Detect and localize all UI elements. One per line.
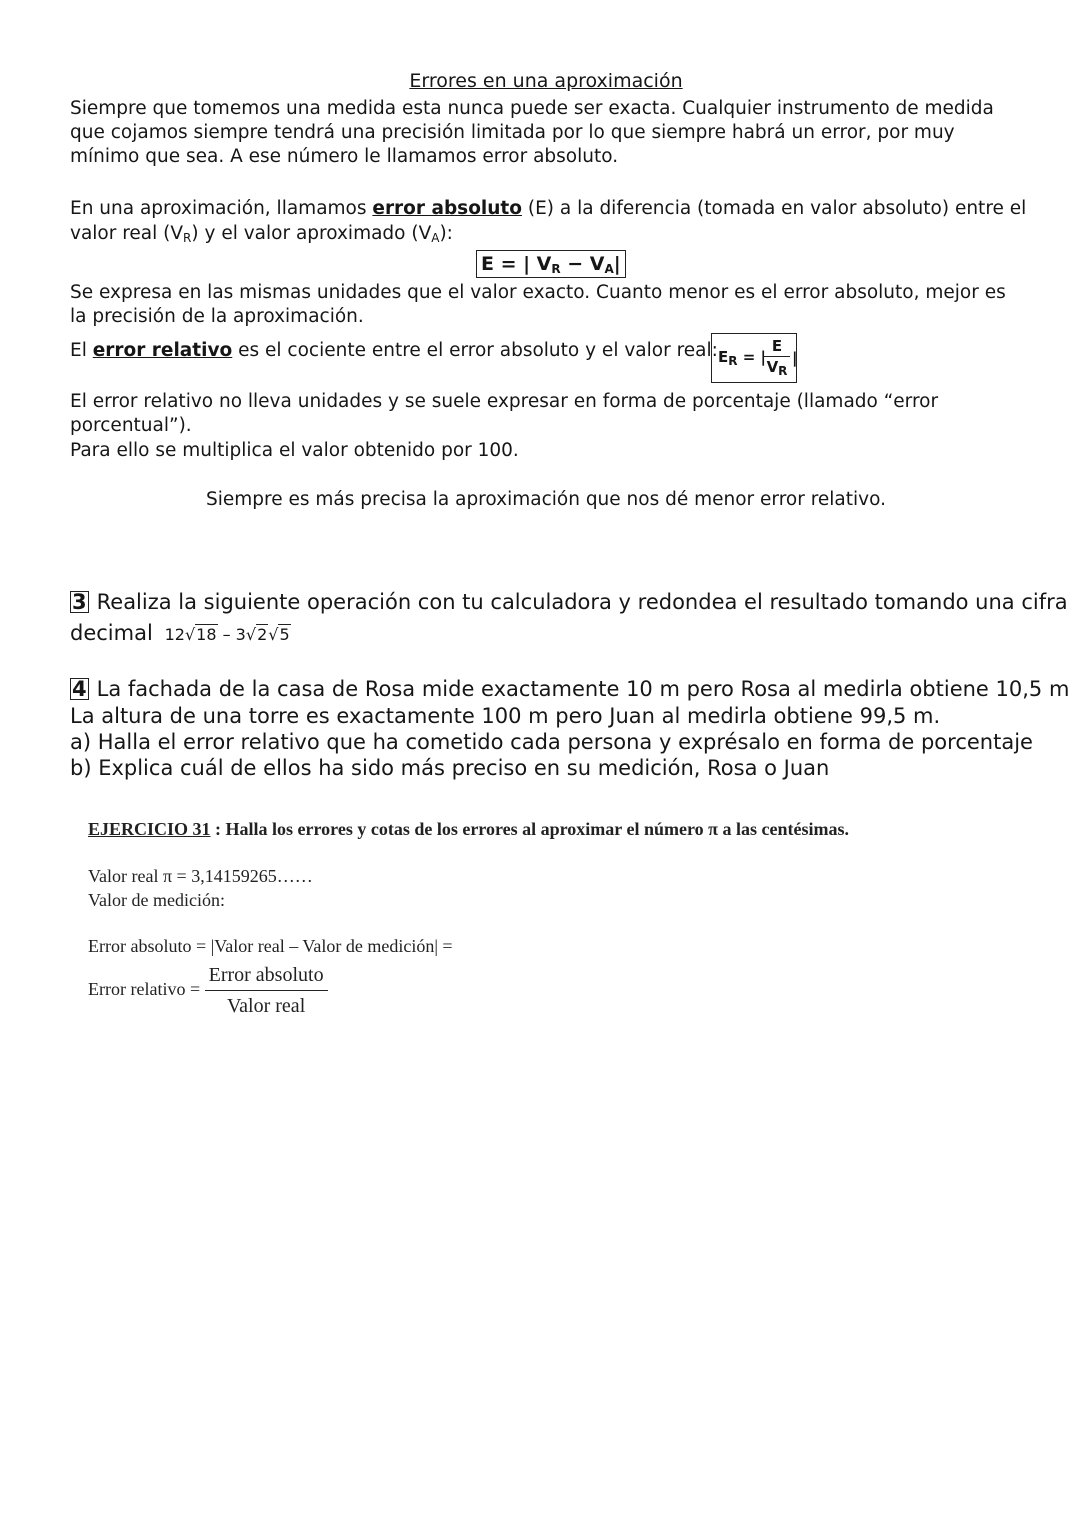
exercise-4-text: La fachada de la casa de Rosa mide exactamente 10 m pero Rosa al medirla obtiene 10,5 m — [96, 677, 1070, 701]
exercise-4-number: 4 — [72, 677, 87, 701]
exercise-31-relative-error — [88, 964, 328, 1018]
exercise-31-real-value: Valor real π = 3,14159265…… — [88, 866, 313, 886]
er-sub: R — [728, 354, 738, 368]
den-v: V — [766, 358, 779, 376]
formula-bar: | — [792, 349, 798, 367]
fraction-denominator — [767, 358, 788, 376]
exercise-31-label: EJERCICIO 31 — [88, 819, 211, 839]
exercise-31-absolute-error: Error absoluto = |Valor real – Valor de medición| = — [88, 936, 453, 956]
absolute-term: error absoluto — [372, 198, 522, 219]
exercise-31-heading — [88, 819, 849, 840]
units-line-1: Se expresa en las mismas unidades que el valor exacto. Cuanto menor es el error absoluto, mejor es — [70, 282, 1006, 303]
exercise-4-line-4: b) Explica cuál de ellos ha sido más preciso en su medición, Rosa o Juan — [70, 756, 830, 780]
exercise-3-decimal: decimal — [70, 621, 153, 645]
expr-rad-2: 2 — [257, 625, 268, 644]
intro-line-2: que cojamos siempre tendrá una precisión limitada por lo que siempre habrá un error, por muy — [70, 122, 955, 143]
relative-text-b: es el cociente entre el error absoluto y el valor real: — [232, 340, 718, 361]
formula-part-b: − V — [560, 253, 605, 275]
expr-rad-5: 5 — [279, 625, 290, 644]
absolute-line2-b: ) y el valor aproximado (V — [191, 223, 432, 244]
exercise-4-line-1 — [70, 676, 1069, 702]
expr-12: 12 — [164, 625, 185, 644]
intro-line-1: Siempre que tomemos una medida esta nunca puede ser exacta. Cualquier instrumento de medida — [70, 98, 994, 119]
exercise-3-line-1 — [70, 589, 1068, 615]
intro-line-3: mínimo que sea. A ese número le llamamos error absoluto. — [70, 146, 619, 167]
formula-part-c: | — [613, 253, 621, 275]
exercise-4-line-3: a) Halla el error relativo que ha cometido cada persona y exprésalo en forma de porcentaje — [70, 730, 1033, 754]
er-e: E — [718, 348, 729, 366]
sub-r: R — [183, 231, 192, 245]
exercise-3-text: Realiza la siguiente operación con tu calculadora y redondea el resultado tomando una cifra — [96, 590, 1068, 614]
formula-er — [718, 348, 766, 366]
absolute-error-formula — [476, 250, 626, 278]
percent-line-3: Para ello se multiplica el valor obtenido por 100. — [70, 440, 519, 461]
relative-definition — [70, 339, 718, 363]
den-sub: R — [778, 364, 788, 378]
absolute-text-b: (E) a la diferencia (tomada en valor absoluto) entre el — [521, 198, 1027, 219]
exercise-3-line-2 — [70, 620, 291, 648]
fraction-line — [764, 356, 790, 357]
relative-error-numerator: Error absoluto — [205, 964, 328, 991]
exercise-31-text: : Halla los errores y cotas de los errores al aproximar el número π a las centésimas. — [210, 819, 849, 839]
formula-fraction — [764, 337, 790, 376]
absolute-line2-a: valor real (V — [70, 223, 184, 244]
exercise-3-number: 3 — [72, 590, 87, 614]
relative-error-denominator: Valor real — [226, 995, 306, 1017]
relative-term: error relativo — [92, 340, 233, 361]
relative-error-label: Error relativo = — [88, 979, 201, 1000]
units-line-2: la precisión de la aproximación. — [70, 306, 364, 327]
relative-text-a: El — [70, 340, 93, 361]
sub-a: A — [431, 231, 440, 245]
exercise-4-line-2: La altura de una torre es exactamente 100 m pero Juan al medirla obtiene 99,5 m. — [70, 704, 941, 728]
absolute-text-a: En una aproximación, llamamos — [70, 198, 373, 219]
fraction-numerator: E — [771, 337, 783, 355]
formula-sub-a: A — [604, 262, 614, 276]
percent-line-1: El error relativo no lleva unidades y se suele expresar en forma de porcentaje (llamado “error — [70, 391, 939, 412]
relative-error-formula — [711, 333, 797, 383]
absolute-line2-c: ): — [439, 223, 453, 244]
expr-rad-18: 18 — [196, 625, 217, 644]
relative-error-fraction — [205, 964, 328, 1018]
exercise-31-measured-value: Valor de medición: — [88, 890, 225, 910]
formula-sub-r: R — [551, 262, 561, 276]
absolute-definition-line-1 — [70, 197, 1026, 221]
absolute-definition-line-2 — [70, 222, 453, 246]
expr-minus-3: – 3 — [217, 625, 246, 644]
exercise-3-expression: 12√18 – 3√2√5 — [164, 625, 290, 644]
precision-note: Siempre es más precisa la aproximación que nos dé menor error relativo. — [205, 489, 886, 510]
formula-part-a: E = | V — [481, 253, 552, 275]
er-eq: = | — [737, 348, 766, 366]
percent-line-2: porcentual”). — [70, 415, 192, 436]
page-title: Errores en una aproximación — [409, 70, 683, 92]
